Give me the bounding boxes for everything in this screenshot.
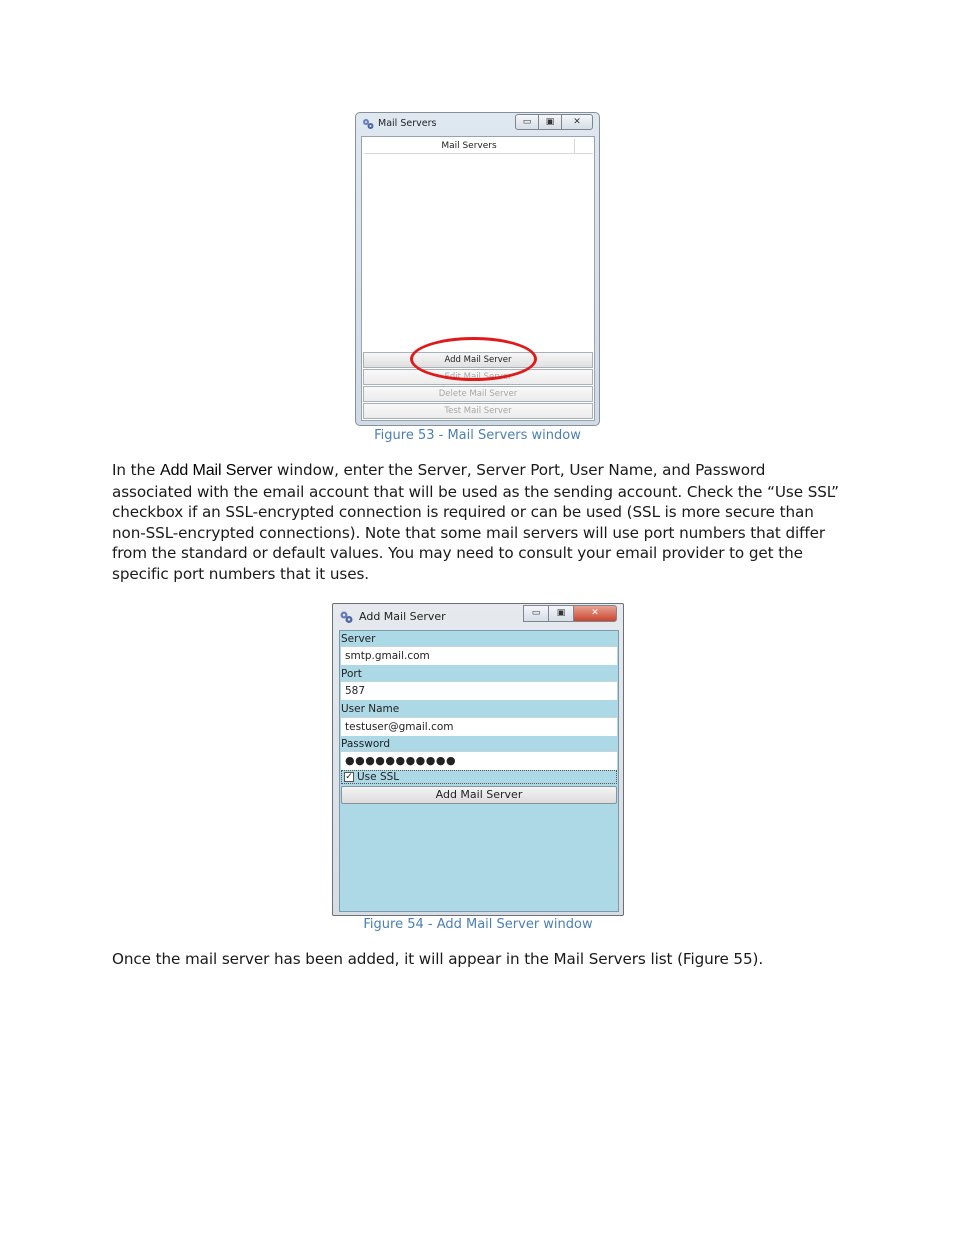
server-input[interactable]: smtp.gmail.com [341,646,617,665]
maximize-icon[interactable]: ▣ [548,605,573,622]
edit-mail-server-button[interactable]: Edit Mail Server [363,369,593,385]
gear-network-icon [339,610,353,624]
figure-53-caption: Figure 53 - Mail Servers window [374,428,581,443]
use-ssl-row[interactable] [341,770,617,784]
minimize-icon[interactable]: ▭ [523,605,548,622]
test-mail-server-button[interactable]: Test Mail Server [363,403,593,419]
password-label: Password [341,738,391,750]
figure-54-caption: Figure 54 - Add Mail Server window [363,917,593,932]
mail-servers-list-header[interactable]: Mail Servers [364,139,574,154]
add-mail-server-window [332,603,624,916]
add-mail-server-form [339,630,619,912]
server-label: Server [341,633,376,645]
close-icon[interactable]: ✕ [573,605,617,622]
mail-servers-titlebar[interactable] [356,113,599,135]
delete-mail-server-button[interactable]: Delete Mail Server [363,386,593,402]
use-ssl-label: Use SSL [357,771,400,783]
mail-servers-title: Mail Servers [378,118,437,129]
username-input[interactable]: testuser@gmail.com [341,717,617,736]
use-ssl-checkbox[interactable]: ✓ [345,772,353,782]
add-mail-server-submit-button[interactable]: Add Mail Server [341,786,617,804]
gear-network-icon [362,118,374,130]
closing-paragraph: Once the mail server has been added, it will appear in the Mail Servers list (Figure 55). [112,950,764,968]
port-label: Port [341,668,362,680]
add-mail-server-title: Add Mail Server [359,610,446,623]
minimize-icon[interactable]: ▭ [516,115,539,129]
list-header-filler [574,139,593,154]
add-mail-server-button[interactable]: Add Mail Server [363,352,593,368]
paragraph-emphasis: Add Mail Server [160,462,273,479]
window-controls [523,605,617,620]
window-controls [515,114,593,130]
paragraph-prefix: In the [112,461,160,479]
highlight-ellipse [410,337,537,381]
username-label: User Name [341,703,400,715]
password-input[interactable]: ●●●●●●●●●●● [341,751,617,770]
maximize-icon[interactable]: ▣ [539,115,562,129]
paragraph-body: window, enter the Server, Server Port, User Name, and Password associated with the email account that will be used as the sending account. Check the “Use SSL” checkbox if an SSL-encrypted connection is required or can be used (SSL is more secure than non-SSL-encrypted connections). Note that some mail servers will use port numbers that differ from the standard or default values. You may need to consult your email provider to get the specific port numbers that it uses. [112,461,839,583]
instructions-paragraph [112,460,842,585]
port-input[interactable]: 587 [341,681,617,700]
close-icon[interactable]: ✕ [573,117,581,127]
